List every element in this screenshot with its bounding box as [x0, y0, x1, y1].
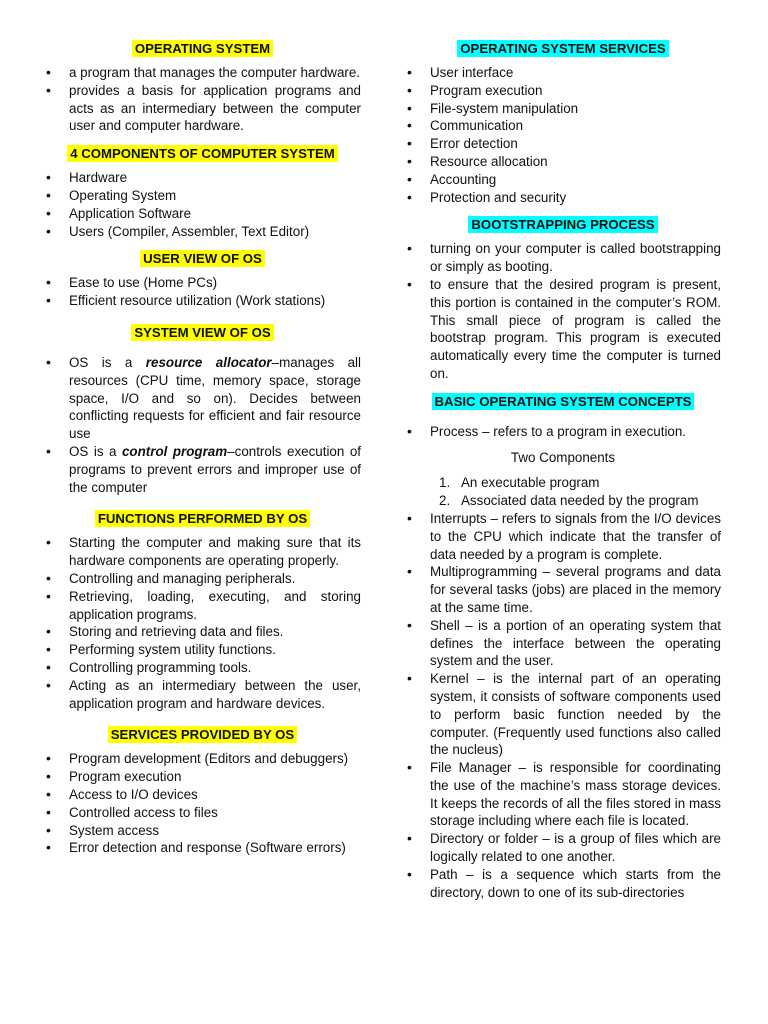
list-item: • Path – is a sequence which starts from the directory, down to one of its sub-directories	[405, 866, 721, 902]
heading-components: 4 COMPONENTS OF COMPUTER SYSTEM	[44, 145, 361, 163]
left-column	[44, 40, 361, 857]
heading-operating-system: OPERATING SYSTEM	[44, 40, 361, 58]
list-item: • provides a basis for application programs and acts as an intermediary between the computer user and computer hardware.	[44, 82, 361, 135]
services-provided-list	[44, 750, 361, 857]
os-services-list	[405, 64, 721, 206]
list-item: • Controlled access to files	[44, 804, 361, 822]
list-item: • Users (Compiler, Assembler, Text Editor)	[44, 223, 361, 241]
list-item: • Multiprogramming – several programs and data for several tasks (jobs) are placed in the memory at the same time.	[405, 563, 721, 616]
heading-user-view: USER VIEW OF OS	[44, 250, 361, 268]
right-column	[405, 40, 721, 901]
system-view-list	[44, 354, 361, 496]
heading-functions: FUNCTIONS PERFORMED BY OS	[44, 510, 361, 528]
list-item: • Directory or folder – is a group of files which are logically related to one another.	[405, 830, 721, 866]
list-item: • Controlling programming tools.	[44, 659, 361, 677]
components-numbered-list	[439, 474, 721, 510]
list-item: • Accounting	[405, 171, 721, 189]
heading-bootstrapping: BOOTSTRAPPING PROCESS	[405, 216, 721, 234]
list-item: • Shell – is a portion of an operating system that defines the interface between the operating system and the user.	[405, 617, 721, 670]
list-item: • Program execution	[405, 82, 721, 100]
list-item: • Error detection	[405, 135, 721, 153]
list-item: • Ease to use (Home PCs)	[44, 274, 361, 292]
list-item: • Communication	[405, 117, 721, 135]
list-item: • Storing and retrieving data and files.	[44, 623, 361, 641]
list-item: • Hardware	[44, 169, 361, 187]
list-item: • Efficient resource utilization (Work stations)	[44, 292, 361, 310]
concepts-list	[405, 510, 721, 902]
list-item: • Error detection and response (Software errors)	[44, 839, 361, 857]
list-item: • Acting as an intermediary between the user, application program and hardware devices.	[44, 677, 361, 713]
list-item: • Starting the computer and making sure that its hardware components are operating properly.	[44, 534, 361, 570]
list-item: • Program execution	[44, 768, 361, 786]
list-item: • Performing system utility functions.	[44, 641, 361, 659]
list-item: • Interrupts – refers to signals from the I/O devices to the CPU which indicate that the transfer of data needed by a program is complete.	[405, 510, 721, 563]
control-program-term: control program	[121, 443, 228, 459]
list-item: 1. An executable program	[439, 475, 600, 491]
list-item: 2. Associated data needed by the program	[439, 493, 699, 509]
list-item: • a program that manages the computer hardware.	[44, 64, 361, 82]
os-definition-list	[44, 64, 361, 135]
functions-list	[44, 534, 361, 712]
bootstrapping-list	[405, 240, 721, 382]
list-item: • Program development (Editors and debuggers)	[44, 750, 361, 768]
list-item: • OS is a control program–controls execution of programs to prevent errors and improper use of the computer	[44, 443, 361, 496]
list-item: • Retrieving, loading, executing, and storing application programs.	[44, 588, 361, 624]
list-item: • turning on your computer is called bootstrapping or simply as booting.	[405, 240, 721, 276]
components-list	[44, 169, 361, 240]
list-item: • User interface	[405, 64, 721, 82]
list-item: • OS is a resource allocator–manages all resources (CPU time, memory space, storage space, I/O and so on). Decides between conflicting requests for efficient and fair resource use	[44, 354, 361, 443]
list-item: • Application Software	[44, 205, 361, 223]
list-item: • to ensure that the desired program is present, this portion is contained in the computer’s ROM. This small piece of program is called the bootstrap program. This program is executed automatically every time the computer is turned on.	[405, 276, 721, 383]
two-components-label: Two Components	[510, 449, 616, 465]
list-item: • Protection and security	[405, 189, 721, 207]
list-item: • Operating System	[44, 187, 361, 205]
heading-basic-concepts: BASIC OPERATING SYSTEM CONCEPTS	[405, 393, 721, 411]
list-item: • Process – refers to a program in execution.	[405, 423, 721, 441]
list-item: • Access to I/O devices	[44, 786, 361, 804]
list-item: • Controlling and managing peripherals.	[44, 570, 361, 588]
list-item: • System access	[44, 822, 361, 840]
list-item: • File Manager – is responsible for coordinating the use of the machine’s mass storage devices. It keeps the records of all the files stored in mass storage including where each file is located.	[405, 759, 721, 830]
list-item: • File-system manipulation	[405, 100, 721, 118]
process-list	[405, 423, 721, 441]
resource-allocator-term: resource allocator	[145, 354, 272, 370]
user-view-list	[44, 274, 361, 310]
heading-system-view: SYSTEM VIEW OF OS	[44, 324, 361, 342]
heading-os-services: OPERATING SYSTEM SERVICES	[405, 40, 721, 58]
list-item: • Resource allocation	[405, 153, 721, 171]
list-item: • Kernel – is the internal part of an operating system, it consists of software components used to perform basic function needed by the computer. (Frequently used functions also called the nucleus)	[405, 670, 721, 759]
heading-services-provided: SERVICES PROVIDED BY OS	[44, 726, 361, 744]
